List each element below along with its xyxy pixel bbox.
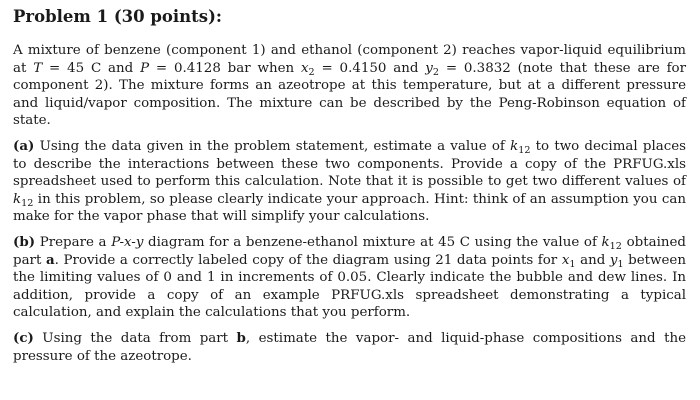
k12-symbol: $k_{12}$ xyxy=(601,234,622,252)
problem-title: Problem 1 (30 points): xyxy=(13,7,222,26)
part-b-reference: b xyxy=(236,329,246,346)
part-a: (a) Using the data given in the problem statement, estimate a value of $k_{12}$ to two decimal places to describe the interactions between these two components. Provide a copy of the PRFUG.xls spreadsheet used to perform this calculation. Note that it is possible to get two different values of $k_{12}$ in this problem, so please clearly indicate your approach. Hint: think of an assumption you can make for the vapor phase that will simplify your calculations. xyxy=(13,137,687,225)
part-c: (c) Using the data from part b, estimate the vapor- and liquid-phase compositions and the pressure of the azeotrope. xyxy=(13,329,686,364)
part-c-label: (c) xyxy=(13,329,34,346)
part-a-reference: a xyxy=(45,251,55,268)
part-b: (b) Prepare a P-x-y diagram for a benzene-ethanol mixture at 45 C using the value of $k_{12}$ obtained part a. Provide a correctly labeled copy of the diagram using 21 data points for $x_1$ and $y_1$ between the limiting values of 0 and 1 in increments of 0.05. Clearly indicate the bubble and dew lines. In addition, provide a copy of an example PRFUG.xls spreadsheet demonstrating a typical calculation, and explain the calculations that you perform. xyxy=(13,233,686,321)
k12-symbol: $k_{12}$ xyxy=(510,138,531,156)
temperature-symbol: T xyxy=(33,60,43,76)
x1-symbol: $x_1$ xyxy=(561,252,576,270)
x2-symbol: $x_2$ xyxy=(300,60,315,78)
part-a-label: (a) xyxy=(13,137,35,154)
y1-symbol: $y_1$ xyxy=(609,252,624,270)
pressure-symbol: P xyxy=(140,60,150,76)
part-b-label: (b) xyxy=(13,233,36,250)
k12-symbol: $k_{12}$ xyxy=(13,191,34,209)
problem-statement: A mixture of benzene (component 1) and ethanol (component 2) reaches vapor-liquid equilibrium at T = 45 C and P = 0.4128 bar when $x_2 = 0.4150$ and $y_2 = 0.3832$ (note that these are for component 2). The mixture forms an azeotrope at this temperature, but at a different pressure and liquid/vapor composition. The mixture can be described by the Peng-Robinson equation of state. xyxy=(13,43,687,129)
y2-symbol: $y_2$ xyxy=(425,60,439,78)
pxy-symbol: P-x-y xyxy=(111,234,144,250)
